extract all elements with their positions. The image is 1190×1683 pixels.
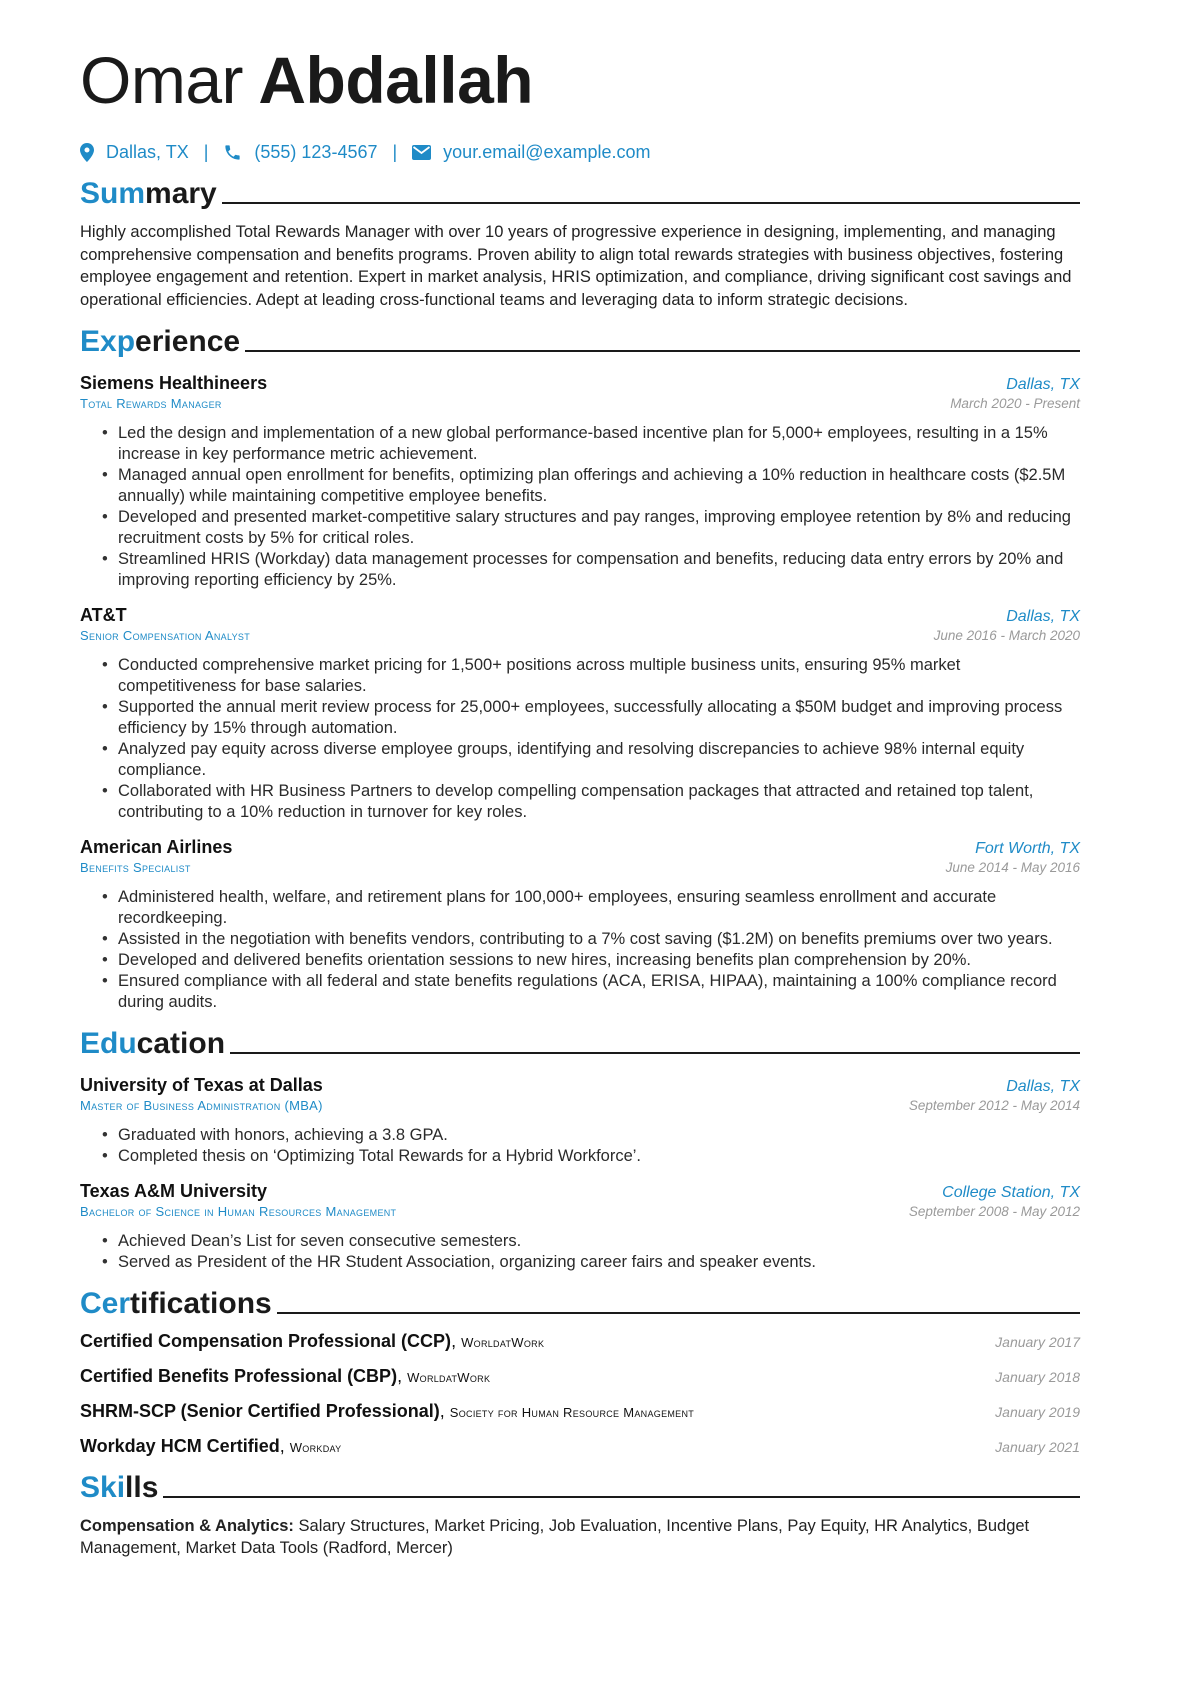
section-title: Summary xyxy=(80,177,217,210)
list-item: • Graduated with honors, achieving a 3.8 GPA. xyxy=(118,1125,1080,1146)
job-bullets xyxy=(80,423,1080,591)
list-item: • Administered health, welfare, and retirement plans for 100,000+ employees, ensuring seamless enrollment and accurate recordkeeping. xyxy=(118,887,1080,929)
summary-text: Highly accomplished Total Rewards Manager with over 10 years of progressive experience in designing, implementing, and managing comprehensive compensation and benefits programs. Proven ability to align total rewards strategies with business objectives, fostering employee engagement and retention. Expert in market analysis, HRIS optimization, and compliance, driving significant cost savings and operational efficiencies. Adept at leading cross-functional teams and leveraging data to inform strategic decisions. xyxy=(80,223,1072,309)
list-item: • Developed and presented market-competitive salary structures and pay ranges, improving employee retention by 8% and reducing recruitment costs by 5% for critical roles. xyxy=(118,507,1080,549)
education-bullets xyxy=(80,1125,1080,1167)
skill-list: Salary Structures, Market Pricing, Job Evaluation, Incentive Plans, Pay Equity, HR Analytics, Budget Management, Market Data Tools (Radford, Mercer) xyxy=(80,1517,1030,1557)
contact-location xyxy=(80,142,189,163)
section-title: Experience xyxy=(80,325,241,358)
certification-org: Workday xyxy=(289,1440,342,1455)
contact-separator: | xyxy=(392,142,398,162)
certification-item: Certified Compensation Professional (CCP), WorldatWork January 2017 xyxy=(80,1331,1080,1351)
certification-name: Certified Compensation Professional (CCP) xyxy=(80,1331,452,1351)
education-bullets xyxy=(80,1231,1080,1273)
section-title: Education xyxy=(80,1027,226,1060)
certification-org: WorldatWork xyxy=(461,1335,545,1350)
list-item: • Streamlined HRIS (Workday) data management processes for compensation and benefits, reducing data entry errors by 20% and improving reporting efficiency by 25%. xyxy=(118,549,1080,591)
certification-org: Society for Human Resource Management xyxy=(449,1405,695,1420)
job-entry xyxy=(80,373,1080,591)
list-item: • Achieved Dean’s List for seven consecutive semesters. xyxy=(118,1231,1080,1252)
section-title: Certifications xyxy=(80,1287,272,1320)
list-item: • Served as President of the HR Student Association, organizing career fairs and speaker events. xyxy=(118,1252,1080,1273)
section-divider xyxy=(222,202,1080,204)
list-item: • Managed annual open enrollment for benefits, optimizing plan offerings and achieving a 10% reduction in healthcare costs ($2.5M annually) while maintaining competitive employee benefits. xyxy=(118,465,1080,507)
job-title: Benefits Specialist xyxy=(80,860,191,875)
location-text: Dallas, TX xyxy=(106,142,189,162)
school-location: Dallas, TX xyxy=(1006,1078,1080,1095)
contact-phone[interactable] xyxy=(223,142,377,163)
certification-date: January 2019 xyxy=(995,1404,1080,1420)
job-location: Dallas, TX xyxy=(1006,376,1080,393)
certification-item: SHRM-SCP (Senior Certified Professional), Society for Human Resource Management January 2019 xyxy=(80,1401,1080,1421)
education-entry xyxy=(80,1181,1080,1273)
certification-org: WorldatWork xyxy=(407,1370,491,1385)
list-item: • Developed and delivered benefits orientation sessions to new hires, increasing benefits plan comprehension by 20%. xyxy=(118,950,1080,971)
certifications-heading xyxy=(80,1287,1080,1321)
education-heading xyxy=(80,1027,1080,1061)
certification-date: January 2021 xyxy=(995,1439,1080,1455)
school-dates: September 2008 - May 2012 xyxy=(908,1204,1080,1219)
certification-date: January 2018 xyxy=(995,1369,1080,1385)
job-location: Dallas, TX xyxy=(1006,608,1080,625)
email-text: your.email@example.com xyxy=(443,142,651,162)
job-title: Total Rewards Manager xyxy=(80,396,222,411)
skills-heading xyxy=(80,1471,1080,1505)
list-item: • Collaborated with HR Business Partners to develop compelling compensation packages that attracted and retained top talent, contributing to a 10% reduction in turnover for key roles. xyxy=(118,781,1080,823)
certification-item: Certified Benefits Professional (CBP), WorldatWork January 2018 xyxy=(80,1366,1080,1386)
phone-text: (555) 123-4567 xyxy=(254,142,378,162)
list-item: • Supported the annual merit review process for 25,000+ employees, successfully allocating a $50M budget and improving process efficiency by 15% through automation. xyxy=(118,697,1080,739)
job-bullets xyxy=(80,655,1080,823)
certification-list xyxy=(80,1331,1080,1457)
section-divider xyxy=(245,350,1080,352)
job-location: Fort Worth, TX xyxy=(975,840,1080,857)
first-name: Omar xyxy=(80,43,243,117)
list-item: • Assisted in the negotiation with benefits vendors, contributing to a 7% cost saving ($1.2M) on benefits premiums over two years. xyxy=(118,929,1080,950)
certification-name: Certified Benefits Professional (CBP) xyxy=(80,1366,398,1386)
list-item: • Ensured compliance with all federal and state benefits regulations (ACA, ERISA, HIPAA), maintaining a 100% compliance record during audits. xyxy=(118,971,1080,1013)
phone-icon xyxy=(223,143,242,162)
last-name: Abdallah xyxy=(258,43,534,117)
certification-item: Workday HCM Certified, Workday January 2021 xyxy=(80,1436,1080,1456)
section-divider xyxy=(277,1312,1080,1314)
job-bullets xyxy=(80,887,1080,1013)
candidate-name xyxy=(80,40,1080,120)
skills-text xyxy=(80,1515,1080,1559)
school-dates: September 2012 - May 2014 xyxy=(908,1098,1080,1113)
school-name: University of Texas at Dallas xyxy=(80,1075,323,1095)
job-dates: June 2016 - March 2020 xyxy=(933,628,1080,643)
section-divider xyxy=(230,1052,1080,1054)
school-name: Texas A&M University xyxy=(80,1181,268,1201)
envelope-icon xyxy=(412,145,431,160)
school-location: College Station, TX xyxy=(942,1184,1080,1201)
list-item: • Conducted comprehensive market pricing for 1,500+ positions across multiple business units, ensuring 95% market competitiveness for base salaries. xyxy=(118,655,1080,697)
job-dates: June 2014 - May 2016 xyxy=(945,860,1080,875)
degree: Bachelor of Science in Human Resources Management xyxy=(80,1204,397,1219)
company-name: Siemens Healthineers xyxy=(80,373,268,393)
job-entry xyxy=(80,605,1080,823)
contact-separator: | xyxy=(203,142,209,162)
company-name: AT&T xyxy=(80,605,127,625)
certification-date: January 2017 xyxy=(995,1334,1080,1350)
certification-name: Workday HCM Certified xyxy=(80,1436,280,1456)
section-title: Skills xyxy=(80,1471,159,1504)
skill-category: Compensation & Analytics: xyxy=(80,1517,294,1535)
contact-info xyxy=(80,142,1080,163)
section-divider xyxy=(163,1496,1080,1498)
list-item: • Analyzed pay equity across diverse employee groups, identifying and resolving discrepancies to achieve 98% internal equity compliance. xyxy=(118,739,1080,781)
list-item: • Led the design and implementation of a new global performance-based incentive plan for 5,000+ employees, resulting in a 15% increase in key performance metric achievement. xyxy=(118,423,1080,465)
list-item: • Completed thesis on ‘Optimizing Total Rewards for a Hybrid Workforce’. xyxy=(118,1146,1080,1167)
contact-email[interactable] xyxy=(412,142,650,163)
degree: Master of Business Administration (MBA) xyxy=(80,1098,323,1113)
job-title: Senior Compensation Analyst xyxy=(80,628,251,643)
job-entry xyxy=(80,837,1080,1013)
summary-heading xyxy=(80,177,1080,211)
education-entry xyxy=(80,1075,1080,1167)
certification-name: SHRM-SCP (Senior Certified Professional) xyxy=(80,1401,440,1421)
experience-heading xyxy=(80,325,1080,359)
job-dates: March 2020 - Present xyxy=(950,396,1080,411)
map-pin-icon xyxy=(80,143,94,162)
company-name: American Airlines xyxy=(80,837,233,857)
